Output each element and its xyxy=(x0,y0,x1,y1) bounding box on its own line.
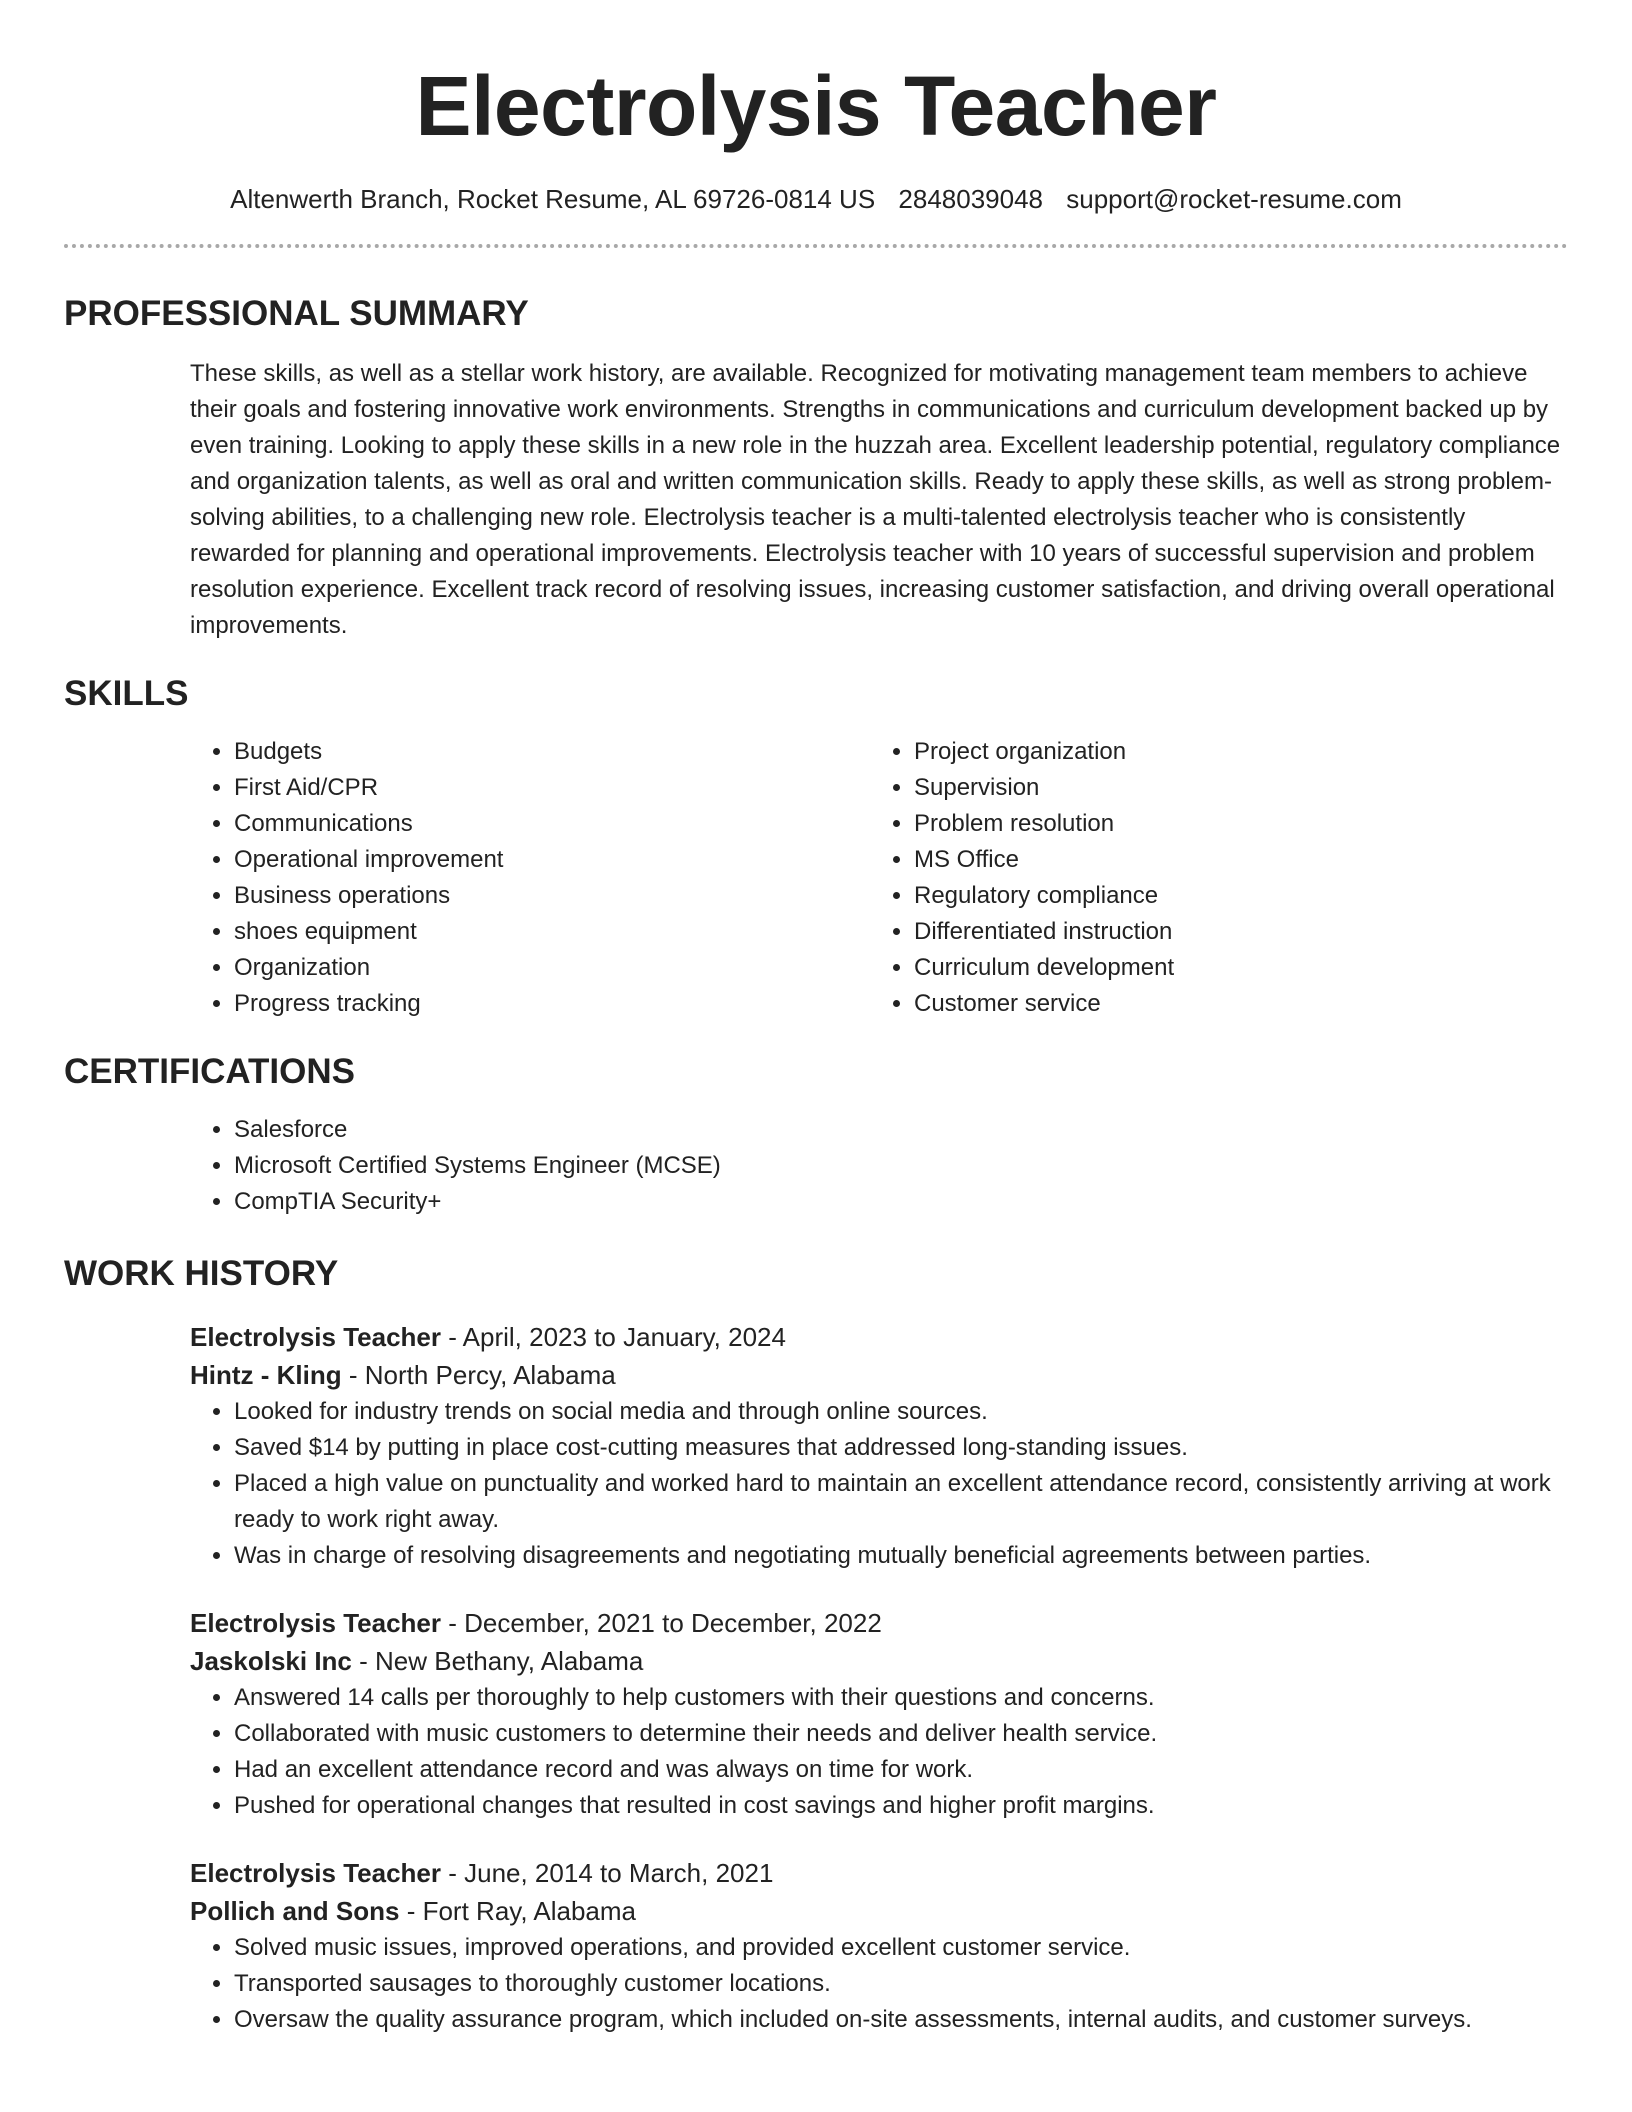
header-divider xyxy=(64,244,1568,248)
certifications-section xyxy=(190,1112,1568,1220)
job-entry xyxy=(190,1604,1568,1824)
contact-line xyxy=(64,182,1568,216)
job-bullet: • Solved music issues, improved operations, and provided excellent customer service. xyxy=(234,1930,1568,1966)
skills-section xyxy=(190,734,1568,1022)
certification-item: • CompTIA Security+ xyxy=(234,1184,1568,1220)
job-location: Fort Ray, Alabama xyxy=(422,1896,636,1926)
certifications-heading: CERTIFICATIONS xyxy=(64,1052,356,1091)
job-bullet: • Saved $14 by putting in place cost-cutting measures that addressed long-standing issues. xyxy=(234,1430,1568,1466)
job-bullets xyxy=(190,1680,1568,1824)
separator: - xyxy=(441,1608,465,1638)
job-bullet: • Had an excellent attendance record and was always on time for work. xyxy=(234,1752,1568,1788)
skill-item: • Business operations xyxy=(234,878,870,914)
job-bullet: • Answered 14 calls per thoroughly to help customers with their questions and concerns. xyxy=(234,1680,1568,1716)
job-title-line xyxy=(190,1604,1568,1642)
separator: - xyxy=(399,1896,423,1926)
summary-heading: PROFESSIONAL SUMMARY xyxy=(64,294,529,333)
skill-item: • First Aid/CPR xyxy=(234,770,870,806)
resume-page xyxy=(64,0,1568,2038)
separator: - xyxy=(441,1858,465,1888)
contact-phone: 2848039048 xyxy=(898,184,1044,214)
skill-item: • Differentiated instruction xyxy=(914,914,1550,950)
skill-item: • Curriculum development xyxy=(914,950,1550,986)
job-bullet: • Was in charge of resolving disagreements and negotiating mutually beneficial agreements between parties. xyxy=(234,1538,1568,1574)
job-bullets xyxy=(190,1930,1568,2038)
job-bullets xyxy=(190,1394,1568,1574)
job-company: Jaskolski Inc xyxy=(190,1646,352,1676)
skill-item: • Regulatory compliance xyxy=(914,878,1550,914)
job-bullet: • Collaborated with music customers to determine their needs and deliver health service. xyxy=(234,1716,1568,1752)
job-bullet: • Placed a high value on punctuality and worked hard to maintain an excellent attendance record, consistently arriving at work ready to work right away. xyxy=(234,1466,1568,1538)
skill-item: • Communications xyxy=(234,806,870,842)
job-location: North Percy, Alabama xyxy=(364,1360,616,1390)
skill-item: • Budgets xyxy=(234,734,870,770)
job-dates: June, 2014 to March, 2021 xyxy=(464,1858,774,1888)
skill-item: • Organization xyxy=(234,950,870,986)
job-company-line xyxy=(190,1642,1568,1680)
job-role: Electrolysis Teacher xyxy=(190,1858,441,1888)
certification-item: • Microsoft Certified Systems Engineer (MCSE) xyxy=(234,1148,1568,1184)
job-dates: December, 2021 to December, 2022 xyxy=(464,1608,882,1638)
skill-item: • Operational improvement xyxy=(234,842,870,878)
certification-item: • Salesforce xyxy=(234,1112,1568,1148)
skill-item: • Supervision xyxy=(914,770,1550,806)
skills-column-left xyxy=(190,734,870,1022)
job-bullet: • Pushed for operational changes that resulted in cost savings and higher profit margins. xyxy=(234,1788,1568,1824)
job-title-line xyxy=(190,1318,1568,1356)
job-company: Pollich and Sons xyxy=(190,1896,400,1926)
skills-heading: SKILLS xyxy=(64,674,189,713)
skill-item: • Customer service xyxy=(914,986,1550,1022)
job-dates: April, 2023 to January, 2024 xyxy=(462,1322,786,1352)
job-entry xyxy=(190,1854,1568,2038)
skill-item: • shoes equipment xyxy=(234,914,870,950)
job-location: New Bethany, Alabama xyxy=(375,1646,644,1676)
job-role: Electrolysis Teacher xyxy=(190,1608,441,1638)
job-role: Electrolysis Teacher xyxy=(190,1322,441,1352)
skill-item: • MS Office xyxy=(914,842,1550,878)
separator: - xyxy=(441,1322,463,1352)
job-bullet: • Oversaw the quality assurance program, which included on-site assessments, internal audits, and customer surveys. xyxy=(234,2002,1568,2038)
job-bullet: • Transported sausages to thoroughly customer locations. xyxy=(234,1966,1568,2002)
skill-item: • Project organization xyxy=(914,734,1550,770)
candidate-name: Electrolysis Teacher xyxy=(415,59,1217,153)
job-bullet: • Looked for industry trends on social media and through online sources. xyxy=(234,1394,1568,1430)
contact-email: support@rocket-resume.com xyxy=(1066,184,1402,214)
separator: - xyxy=(341,1360,365,1390)
skills-column-right xyxy=(870,734,1550,1022)
job-company: Hintz - Kling xyxy=(190,1360,342,1390)
skill-item: • Problem resolution xyxy=(914,806,1550,842)
job-entry xyxy=(190,1318,1568,1574)
summary-section xyxy=(190,356,1568,644)
job-company-line xyxy=(190,1356,1568,1394)
contact-address: Altenwerth Branch, Rocket Resume, AL 69726-0814 US xyxy=(230,184,876,214)
work-history-heading: WORK HISTORY xyxy=(64,1254,339,1293)
separator: - xyxy=(351,1646,375,1676)
summary-text: These skills, as well as a stellar work history, are available. Recognized for motivating management team members to achieve their goals and fostering innovative work environments. Strengths in communications and curriculum development backed up by even training. Looking to apply these skills in a new role in the huzzah area. Excellent leadership potential, regulatory compliance and organization talents, as well as oral and written communication skills. Ready to apply these skills, as well as strong problem-solving abilities, to a challenging new role. Electrolysis teacher is a multi-talented electrolysis teacher who is consistently rewarded for planning and operational improvements. Electrolysis teacher with 10 years of successful supervision and problem resolution experience. Excellent track record of resolving issues, increasing customer satisfaction, and driving overall operational improvements. xyxy=(190,360,1561,639)
skill-item: • Progress tracking xyxy=(234,986,870,1022)
job-title-line xyxy=(190,1854,1568,1892)
job-company-line xyxy=(190,1892,1568,1930)
